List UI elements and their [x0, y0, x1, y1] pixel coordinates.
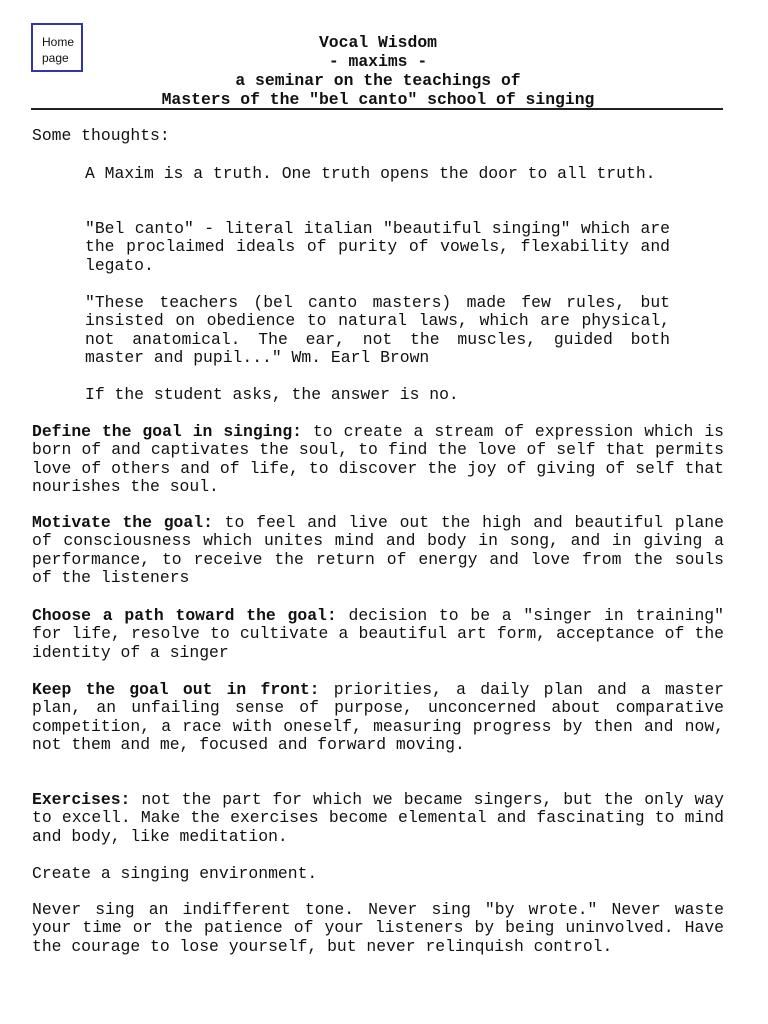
section-choose-text: decision to be a "singer in training" for life, resolve to cultivate a beautiful art form, acceptance of the identity of a singer — [32, 606, 724, 662]
page-title: Vocal Wisdom — [318, 33, 438, 52]
home-link-line2: page — [42, 51, 69, 65]
section-define-text: to create a stream of expression which is born of and captivates the soul, to find the love of self that permits love of others and of life, to discover the joy of giving of self that nourishes the soul. — [32, 422, 724, 496]
header-line-3: a seminar on the teachings of — [235, 71, 521, 90]
section-keep-label: Keep the goal out in front: — [32, 680, 320, 699]
section-define-label: Define the goal in singing: — [32, 422, 303, 441]
page-subtitle: - maxims - — [328, 52, 428, 71]
section-exercises — [32, 791, 724, 846]
maxim-quote: A Maxim is a truth. One truth opens the door to all truth. — [85, 164, 656, 183]
section-motivate-text: to feel and live out the high and beautiful plane of consciousness which unites mind and body in song, and in giving a performance, to receive the return of energy and love from the souls of the listeners — [32, 513, 724, 587]
intro-heading: Some thoughts: — [32, 126, 170, 145]
singing-environment: Create a singing environment. — [32, 864, 318, 883]
header-line-4: Masters of the "bel canto" school of singing — [161, 90, 595, 109]
page-header — [140, 33, 616, 109]
brown-quote: "These teachers (bel canto masters) made few rules, but insisted on obedience to natural laws, which are physical, not anatomical. The ear, not the muscles, guided both master and pupil..." Wm. Earl Brown — [85, 293, 670, 367]
bel-canto-definition: "Bel canto" - literal italian "beautiful singing" which are the proclaimed ideals of purity of vowels, flexability and legato. — [85, 219, 670, 275]
section-choose-label: Choose a path toward the goal: — [32, 606, 337, 625]
section-motivate-goal — [32, 514, 724, 587]
home-link-line1: Home — [42, 35, 75, 49]
section-choose-path — [32, 607, 724, 662]
section-keep-goal — [32, 681, 724, 754]
home-page-link[interactable] — [31, 23, 83, 72]
section-motivate-label: Motivate the goal: — [32, 513, 213, 532]
section-exercises-text: not the part for which we became singers, but the only way to excell. Make the exercises become elemental and fascinating to mind and body, like meditation. — [32, 790, 724, 846]
section-define-goal — [32, 423, 724, 496]
student-maxim: If the student asks, the answer is no. — [85, 385, 459, 404]
section-exercises-label: Exercises: — [32, 790, 131, 809]
section-keep-text: priorities, a daily plan and a master plan, an unfailing sense of purpose, unconcerned about comparative competition, a race with oneself, measuring progress by then and now, not them and me, focused and forward moving. — [32, 680, 724, 754]
header-divider — [31, 108, 723, 110]
never-paragraph: Never sing an indifferent tone. Never sing "by wrote." Never waste your time or the patience of your listeners by being uninvolved. Have the courage to lose yourself, but never relinquish control. — [32, 900, 724, 956]
